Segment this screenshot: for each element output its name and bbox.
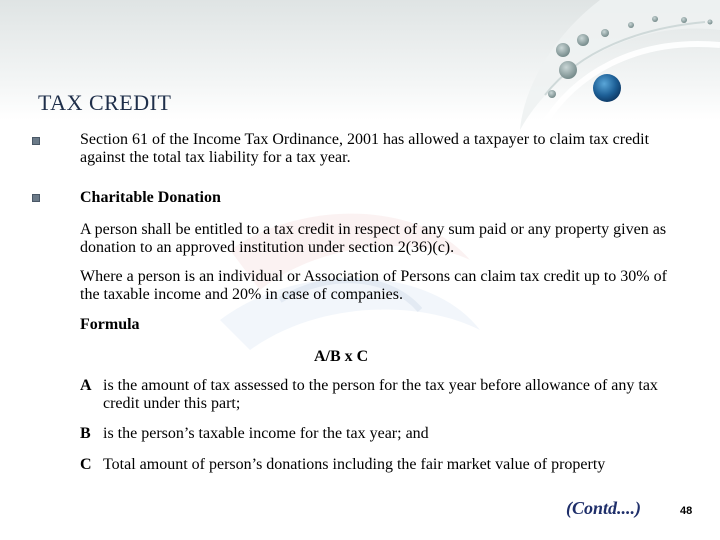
formula-expression: A/B x C — [314, 348, 369, 365]
definition-letter-a: A — [80, 377, 92, 394]
definition-b-text: is the person’s taxable income for the tax year; and — [103, 425, 429, 442]
formula-heading: Formula — [80, 316, 140, 333]
definition-a-text: is the amount of tax assessed to the person for the tax year before allowance of any tax credit under this part; — [103, 377, 658, 412]
page-number: 48 — [680, 505, 693, 517]
bullet-marker — [32, 194, 40, 202]
limit-paragraph: Where a person is an individual or Association of Persons can claim tax credit up to 30% of the taxable income and 20% in case of companies. — [80, 268, 667, 303]
continued-label: (Contd....) — [566, 498, 642, 518]
slide-title: TAX CREDIT — [38, 90, 172, 115]
donation-paragraph: A person shall be entitled to a tax credit in respect of any sum paid or any property given as donation to an approved institution under section 2(36)(c). — [80, 221, 667, 256]
definition-letter-c: C — [80, 456, 92, 473]
charitable-donation-heading: Charitable Donation — [80, 189, 221, 206]
definition-c-text: Total amount of person’s donations including the fair market value of property — [103, 456, 606, 473]
decorative-ball — [593, 74, 621, 102]
bullet-marker — [32, 137, 40, 145]
bullet-section-61-text: Section 61 of the Income Tax Ordinance, 2001 has allowed a taxpayer to claim tax credit against the total tax liability for a tax year. — [80, 131, 650, 166]
definition-letter-b: B — [80, 425, 91, 442]
